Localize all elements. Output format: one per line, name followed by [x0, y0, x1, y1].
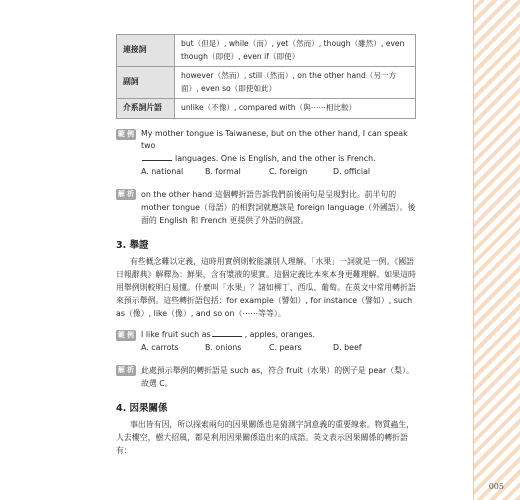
analysis-tag: 解 析: [116, 189, 136, 200]
option-a: A. carrots: [141, 343, 179, 352]
page-content: [116, 34, 416, 457]
option-d: D. official: [333, 167, 371, 176]
option-b: B. onions: [205, 343, 242, 352]
analysis-2: [116, 364, 416, 390]
example-2-sentence: [141, 329, 397, 342]
analysis-tag: 解 析: [116, 365, 136, 376]
table-row-body: but（但是）, while（而）, yet（然而）, though（雖然）, even though（即使）, even if（即使）: [175, 35, 416, 67]
answer-blank: [212, 329, 242, 337]
example-1-options: [141, 166, 416, 179]
example-1: [116, 128, 416, 179]
option-b: B. formal: [205, 167, 241, 176]
section-3-title: 3. 舉證: [116, 239, 149, 251]
table-row-head: 介系詞片語: [117, 99, 175, 119]
transition-words-table: [116, 34, 416, 119]
analysis-1-text: on the other hand 這個轉折語告訴我們前後兩句是呈現對比。前半句的 mother tongue（母語）的相對詞就應該是 foreign language（外國語）。後面的 English 和 French 更提供了外語的例證。: [141, 189, 416, 225]
example-1-line-2-text: languages. One is English, and the other is French.: [175, 153, 376, 163]
table-row: [117, 67, 416, 99]
section-3-paragraph: 有些概念難以定義，這時用實例則較能讓別人理解。「水果」一詞就是一例。《國語日報辭典》解釋為：鮮果，含有漿液的果實。這個定義比本來本身更難理解。如果這時用舉例則較明白易懂。什麼叫「水果」？諸如柳丁、西瓜、葡萄。在英文中常用轉折語來預示舉例。這些轉折語包括：for example（譬如）, for instance（譬如）, such as（像）, like（像）, and so on（⋯⋯等等）。: [116, 256, 416, 318]
example-2-options: [141, 342, 397, 355]
option-c: C. foreign: [269, 167, 308, 176]
analysis-1: [116, 188, 416, 227]
option-c: C. pears: [269, 343, 302, 352]
table-row: [117, 99, 416, 119]
analysis-2-text: 此處預示舉例的轉折語是 such as，符合 fruit（水果）的例子是 pear（梨）。故選 C。: [141, 365, 414, 388]
example-tag: 範 例: [116, 330, 136, 341]
table-row-head: 副詞: [117, 67, 175, 99]
option-a: A. national: [141, 167, 184, 176]
example-tag: 範 例: [116, 129, 136, 140]
answer-blank: [142, 153, 172, 161]
table-row-head: 連接詞: [117, 35, 175, 67]
example-1-line-1: My mother tongue is Taiwanese, but on the other hand, I can speak two: [141, 128, 408, 150]
decorative-stripe: [474, 0, 520, 500]
example-2-text-before: I like fruit such as: [141, 329, 211, 339]
example-2-text-after: , apples, oranges.: [244, 329, 316, 339]
table-row-body: unlike（不像）, compared with（與⋯⋯相比較）: [175, 99, 416, 119]
example-2: [116, 329, 416, 355]
section-4-title: 4. 因果關係: [116, 402, 168, 414]
page-number: 005: [488, 482, 504, 491]
option-d: D. beef: [333, 343, 362, 352]
example-1-line-2: [141, 153, 416, 166]
table-row-body: however（然而）, still（然而）, on the other hand（另一方面）, even so（即使如此）: [175, 67, 416, 99]
table-row: [117, 35, 416, 67]
section-4-paragraph: 事出皆有因，所以探索兩句的因果關係也是猜測字詞意義的重要線索。物質蟲生，人去樓空，樹大招風，都是利用因果關係造出來的成語。英文表示因果關係的轉折語有：: [116, 419, 415, 455]
